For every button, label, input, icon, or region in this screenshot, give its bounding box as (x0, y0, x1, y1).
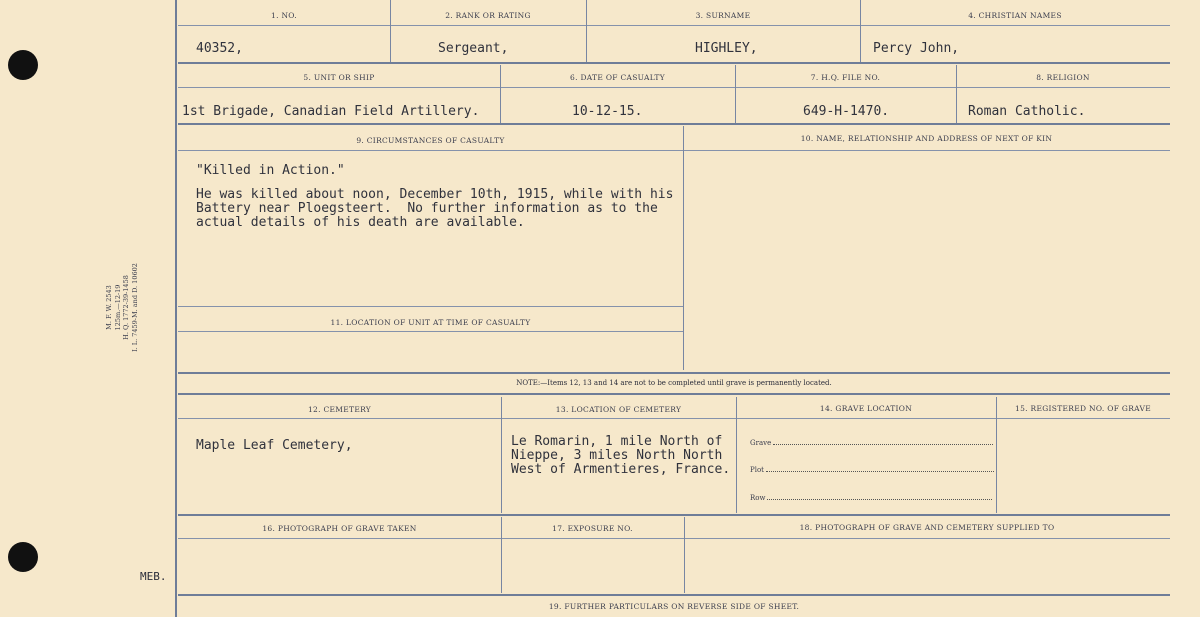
cemetery: Maple Leaf Cemetery, (196, 438, 353, 453)
note: NOTE:—Items 12, 13 and 14 are not to be completed until grave is permanently located. (516, 379, 832, 387)
label-photograph-supplied: 18. PHOTOGRAPH OF GRAVE AND CEMETERY SUPPLIED TO (799, 523, 1055, 532)
print-line: I. L. 7459-M. and D. 10602 (130, 263, 139, 352)
label-rank: 2. RANK OR RATING (445, 11, 531, 20)
print-line: H. Q. 1772-39-1458 (122, 275, 130, 340)
cemetery-location: Le Romarin, 1 mile North of Nieppe, 3 miles North North West of Armentieres, France. (511, 434, 731, 477)
footer-note: 19. FURTHER PARTICULARS ON REVERSE SIDE OF SHEET. (548, 602, 800, 611)
label-christian-names: 4. CHRISTIAN NAMES (968, 11, 1062, 20)
date-of-casualty: 10-12-15. (572, 104, 643, 119)
unit: 1st Brigade, Canadian Field Artillery. (182, 104, 480, 119)
hq-file-no: 649-H-1470. (803, 104, 890, 119)
christian-names: Percy John, (873, 41, 960, 56)
label-date: 6. DATE OF CASUALTY (570, 73, 665, 82)
religion: Roman Catholic. (968, 104, 1086, 119)
print-code (105, 260, 139, 355)
border (175, 0, 177, 617)
label-no: 1. NO. (271, 11, 297, 20)
surname: HIGHLEY, (695, 41, 758, 56)
service-number: 40352, (196, 41, 243, 56)
initials: MEB. (140, 570, 167, 583)
label-photograph-taken: 16. PHOTOGRAPH OF GRAVE TAKEN (262, 524, 417, 533)
row-label: Row (750, 494, 766, 502)
punch-hole (8, 542, 38, 572)
label-file-no: 7. H.Q. FILE NO. (810, 73, 881, 82)
label-cemetery: 12. CEMETERY (307, 405, 372, 414)
label-religion: 8. RELIGION (1036, 73, 1090, 82)
print-line: M. F. W. 2543 (105, 285, 113, 330)
label-circumstances: 9. CIRCUMSTANCES OF CASUALTY (356, 136, 505, 145)
label-unit: 5. UNIT OR SHIP (303, 73, 375, 82)
circumstances-summary: "Killed in Action." (196, 163, 345, 178)
label-next-of-kin: 10. NAME, RELATIONSHIP AND ADDRESS OF NEXT OF KIN (800, 134, 1053, 143)
circumstances-details: He was killed about noon, December 10th, 1915, while with his Battery near Ploegsteert. No further information as to the actual details of his death are available. (196, 187, 674, 230)
label-exposure-no: 17. EXPOSURE NO. (552, 524, 633, 533)
print-line: 125m.—12-19 (113, 284, 122, 331)
label-surname: 3. SURNAME (695, 11, 751, 20)
grave-label: Grave (750, 439, 772, 447)
label-registered-no: 15. REGISTERED NO. OF GRAVE (1015, 404, 1151, 413)
label-grave-location: 14. GRAVE LOCATION (819, 404, 913, 413)
punch-hole (8, 50, 38, 80)
plot-label: Plot (750, 466, 764, 474)
rank: Sergeant, (438, 41, 509, 56)
label-location-of-unit: 11. LOCATION OF UNIT AT TIME OF CASUALTY (330, 318, 531, 327)
label-location-cemetery: 13. LOCATION OF CEMETERY (555, 405, 682, 414)
